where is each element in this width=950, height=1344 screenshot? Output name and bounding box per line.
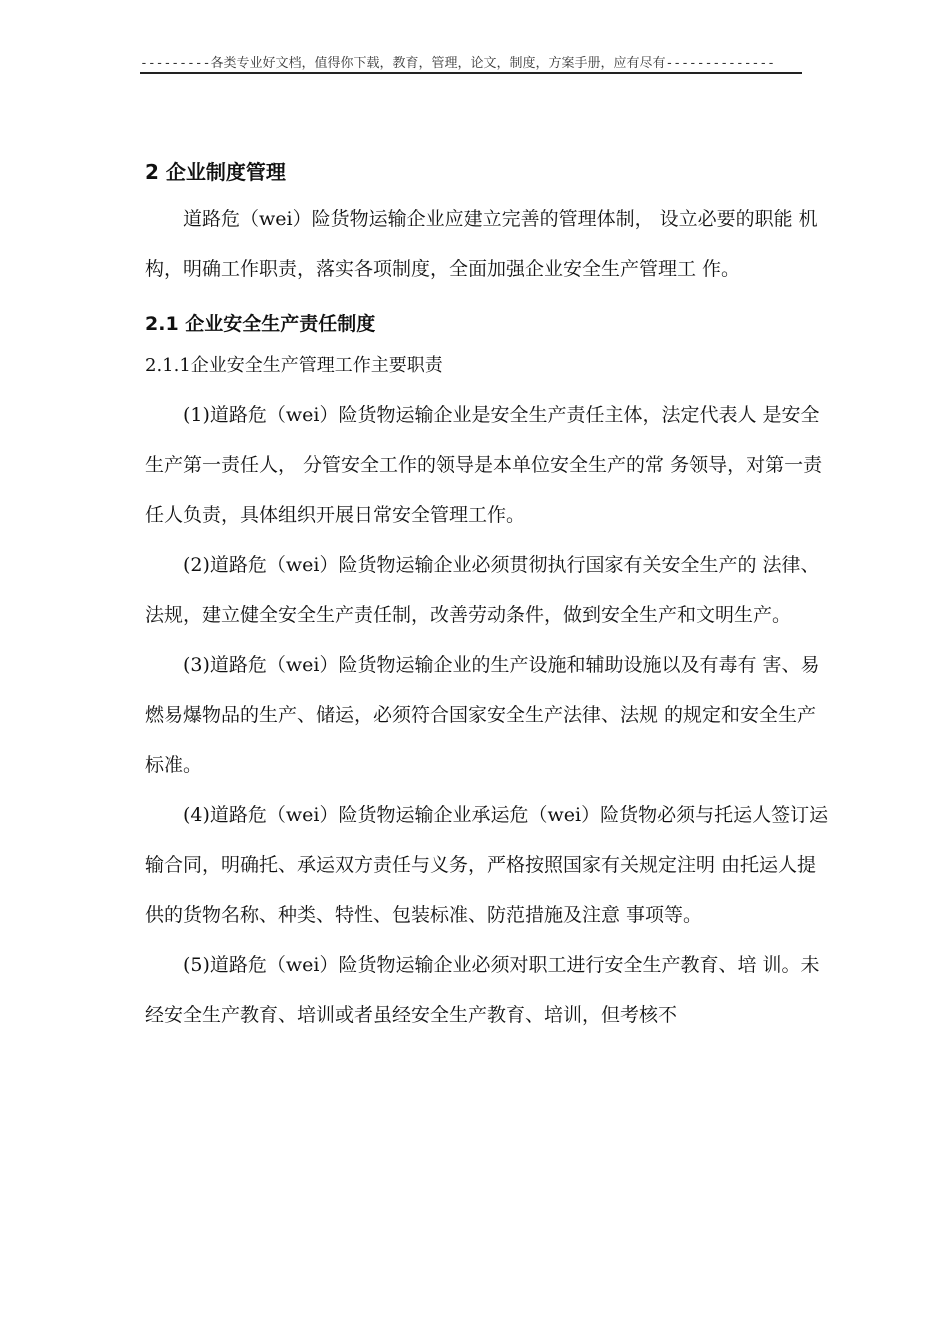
subsubsection-title: 2.1.1企业安全生产管理工作主要职责 (145, 355, 443, 376)
paragraph-1: (1)道路危（wei）险货物运输企业是安全生产责任主体，法定代表人 是安全生产第一责任人， 分管安全工作的领导是本单位安全生产的常 务领导，对第一责任人负责，具体组织开展日常安全管理工作。 (145, 404, 823, 526)
section-intro-paragraph: 道路危（wei）险货物运输企业应建立完善的管理体制， 设立必要的职能 机构，明确工作职责，落实各项制度，全面加强企业安全生产管理工 作。 (145, 208, 818, 280)
paragraph-4: (4)道路危（wei）险货物运输企业承运危（wei）险货物必须与托运人签订运 输合同，明确托、承运双方责任与义务，严格按照国家有关规定注明 由托运人提供的货物名称、种类、特性、包装标准、防范措施及注意 事项等。 (145, 804, 829, 926)
section-title: 2 企业制度管理 (145, 160, 286, 184)
page-header-text: ---------各类专业好文档，值得你下载，教育，管理，论文，制度，方案手册，应有尽有-------------- (140, 56, 776, 71)
paragraph-5: (5)道路危（wei）险货物运输企业必须对职工进行安全生产教育、培 训。未经安全生产教育、培训或者虽经安全生产教育、培训，但考核不 (145, 954, 820, 1026)
paragraph-3: (3)道路危（wei）险货物运输企业的生产设施和辅助设施以及有毒有 害、易燃易爆物品的生产、储运，必须符合国家安全生产法律、法规 的规定和安全生产标准。 (145, 654, 820, 776)
paragraph-2: (2)道路危（wei）险货物运输企业必须贯彻执行国家有关安全生产的 法律、法规，建立健全安全生产责任制，改善劳动条件，做到安全生产和文明生产。 (145, 554, 820, 626)
header-rule (140, 72, 802, 74)
document-body (145, 150, 835, 1040)
subsection-title: 2.1 企业安全生产责任制度 (145, 313, 376, 335)
